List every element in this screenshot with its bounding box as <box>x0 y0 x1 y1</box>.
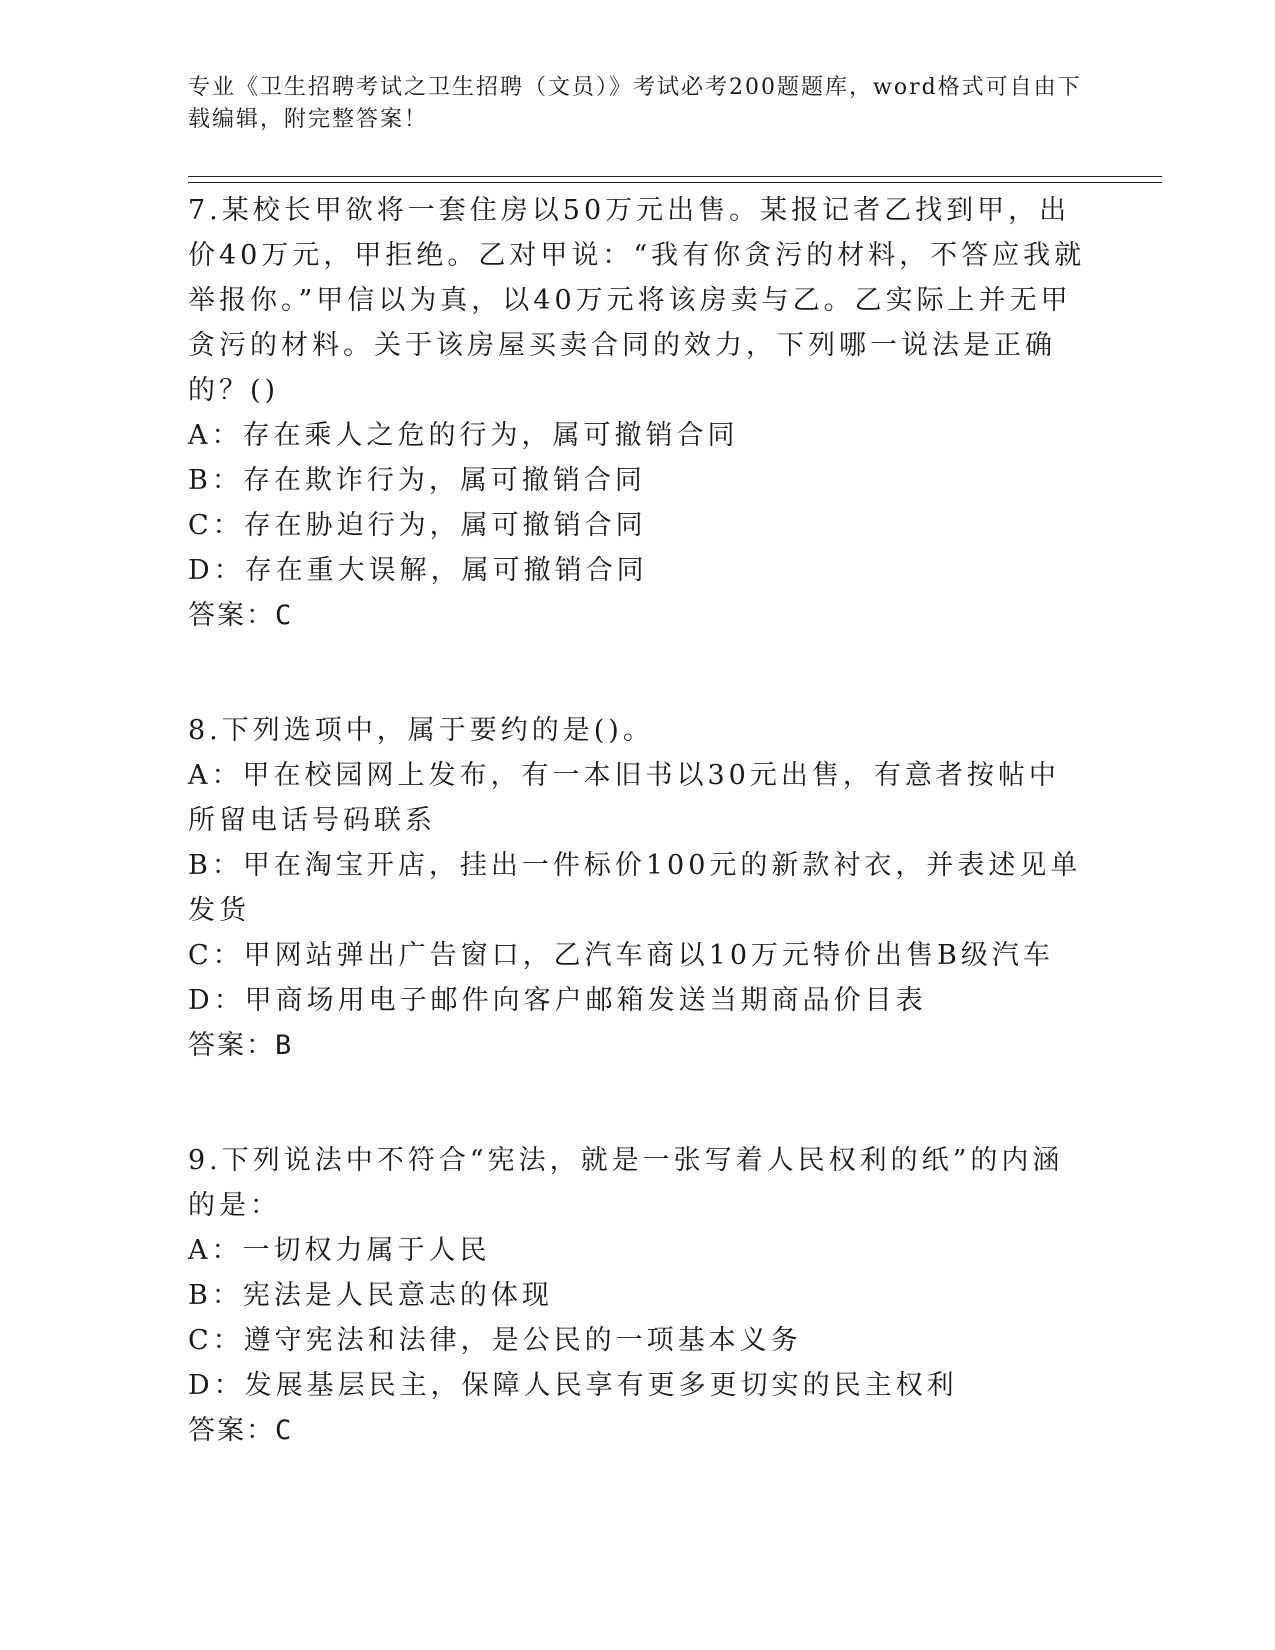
option-a: A：甲在校园网上发布，有一本旧书以30元出售，有意者按帖中所留电话号码联系 <box>188 760 1060 836</box>
option-c: C：遵守宪法和法律，是公民的一项基本义务 <box>188 1325 802 1356</box>
option-d: D：存在重大误解，属可撤销合同 <box>188 555 648 586</box>
answer-value: C <box>275 600 294 631</box>
option-b: B：甲在淘宝开店，挂出一件标价100元的新款衬衣，并表述见单发货 <box>188 850 1082 926</box>
option-b: B：宪法是人民意志的体现 <box>188 1280 553 1311</box>
option-a: A：一切权力属于人民 <box>188 1235 491 1266</box>
document-header: 专业《卫生招聘考试之卫生招聘（文员）》考试必考200题题库，word格式可自由下载编辑，附完整答案！ <box>188 75 1082 132</box>
answer-label: 答案： <box>188 1030 275 1061</box>
answer-value: C <box>275 1415 294 1446</box>
question-stem: 8.下列选项中，属于要约的是()。 <box>188 715 654 746</box>
question-9 <box>188 1138 1088 1453</box>
question-stem: 9.下列说法中不符合“宪法，就是一张写着人民权利的纸”的内涵的是： <box>188 1145 1064 1221</box>
answer-line <box>188 1023 1088 1068</box>
question-list <box>188 188 1088 1523</box>
option-d: D：甲商场用电子邮件向客户邮箱发送当期商品价目表 <box>188 985 927 1016</box>
option-b: B：存在欺诈行为，属可撤销合同 <box>188 465 646 496</box>
option-c: C：甲网站弹出广告窗口，乙汽车商以10万元特价出售B级汽车 <box>188 940 1054 971</box>
header-double-rule <box>188 176 1162 183</box>
question-stem: 7.某校长甲欲将一套住房以50万元出售。某报记者乙找到甲，出价40万元，甲拒绝。乙对甲说：“我有你贪污的材料，不答应我就举报你。”甲信以为真，以40万元将该房卖与乙。乙实际上并无甲贪污的材料。关于该房屋买卖合同的效力，下列哪一说法是正确的？() <box>188 195 1086 406</box>
answer-line <box>188 1408 1088 1453</box>
option-a: A：存在乘人之危的行为，属可撤销合同 <box>188 420 739 451</box>
question-7 <box>188 188 1088 638</box>
answer-label: 答案： <box>188 1415 275 1446</box>
answer-value: B <box>275 1030 294 1061</box>
question-8 <box>188 708 1088 1068</box>
answer-label: 答案： <box>188 600 275 631</box>
option-c: C：存在胁迫行为，属可撤销合同 <box>188 510 647 541</box>
answer-line <box>188 593 1088 638</box>
option-d: D：发展基层民主，保障人民享有更多更切实的民主权利 <box>188 1370 958 1401</box>
